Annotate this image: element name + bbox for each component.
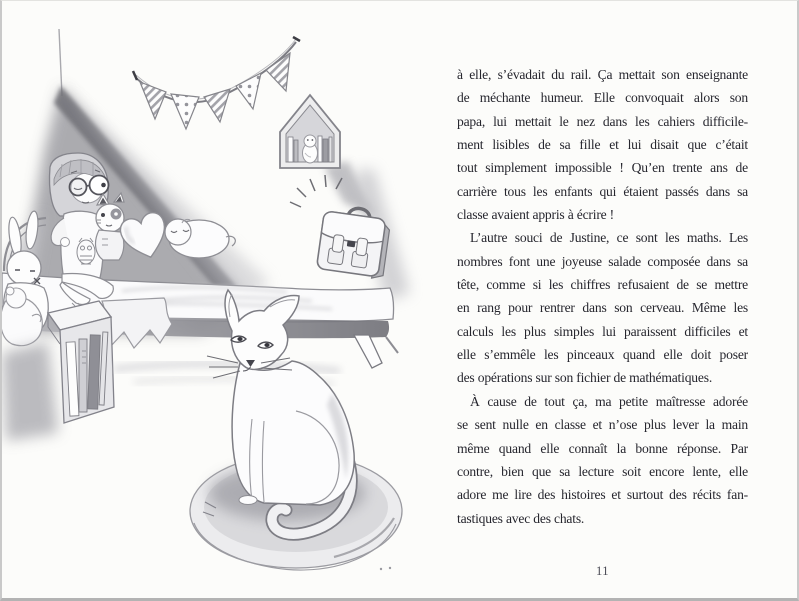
pencil-dots bbox=[380, 567, 391, 570]
text-line: en rang pour rentrer dans son cerveau. Même les bbox=[457, 300, 748, 316]
text-line: tastiques avec des chats. bbox=[457, 510, 585, 526]
text-line: ment lisibles de sa fille et lui disait que c’était bbox=[457, 137, 748, 153]
text-line: de méchante humeur. Elle convoquait alors son bbox=[457, 90, 748, 106]
text-line: tout simplement impossible ! Qu’en trente ans de bbox=[457, 160, 748, 176]
text-line: adore me lire des histoires et surtout des récits fan- bbox=[457, 487, 748, 503]
bunting-garland bbox=[133, 37, 300, 129]
shelf-bird bbox=[303, 135, 318, 163]
story-text bbox=[457, 63, 748, 530]
text-line: calculs les plus simples lui paraissent difficiles et bbox=[457, 323, 748, 339]
left-page bbox=[2, 1, 432, 601]
text-line: L’autre souci de Justine, ce sont les maths. Les bbox=[470, 230, 748, 246]
text-line: des opérations sur son fichier de mathématiques. bbox=[457, 370, 713, 386]
bedroom-illustration bbox=[2, 1, 432, 601]
right-page bbox=[432, 1, 797, 601]
text-line: classe avaient appris à écrire ! bbox=[457, 207, 615, 223]
text-line: se sent nulle en classe et n’ose plus lever la main bbox=[457, 417, 748, 433]
text-line: À cause de tout ça, ma petite maîtresse adorée bbox=[470, 393, 748, 409]
text-line: papa, lui mettait le nez dans les cahiers difficile- bbox=[457, 113, 748, 129]
page-number: 11 bbox=[595, 564, 610, 578]
text-line: contre, bien que sa lecture soit encore lente, elle bbox=[457, 463, 748, 479]
text-line: à elle, s’évadait du rail. Ça mettait son enseignante bbox=[457, 67, 748, 82]
text-line: carrière tous les enfants qui étaient passés dans sa bbox=[457, 183, 748, 199]
text-line: nombres font une joyeuse salade composée dans sa bbox=[457, 253, 748, 269]
text-line: tête, comme si les chiffres refusaient de se mettre bbox=[457, 277, 748, 293]
text-line: elle s’emmêle les pinceaux quand elle doit poser bbox=[457, 347, 748, 363]
text-line: même quand elle connaît la bonne réponse. Par bbox=[457, 440, 748, 456]
